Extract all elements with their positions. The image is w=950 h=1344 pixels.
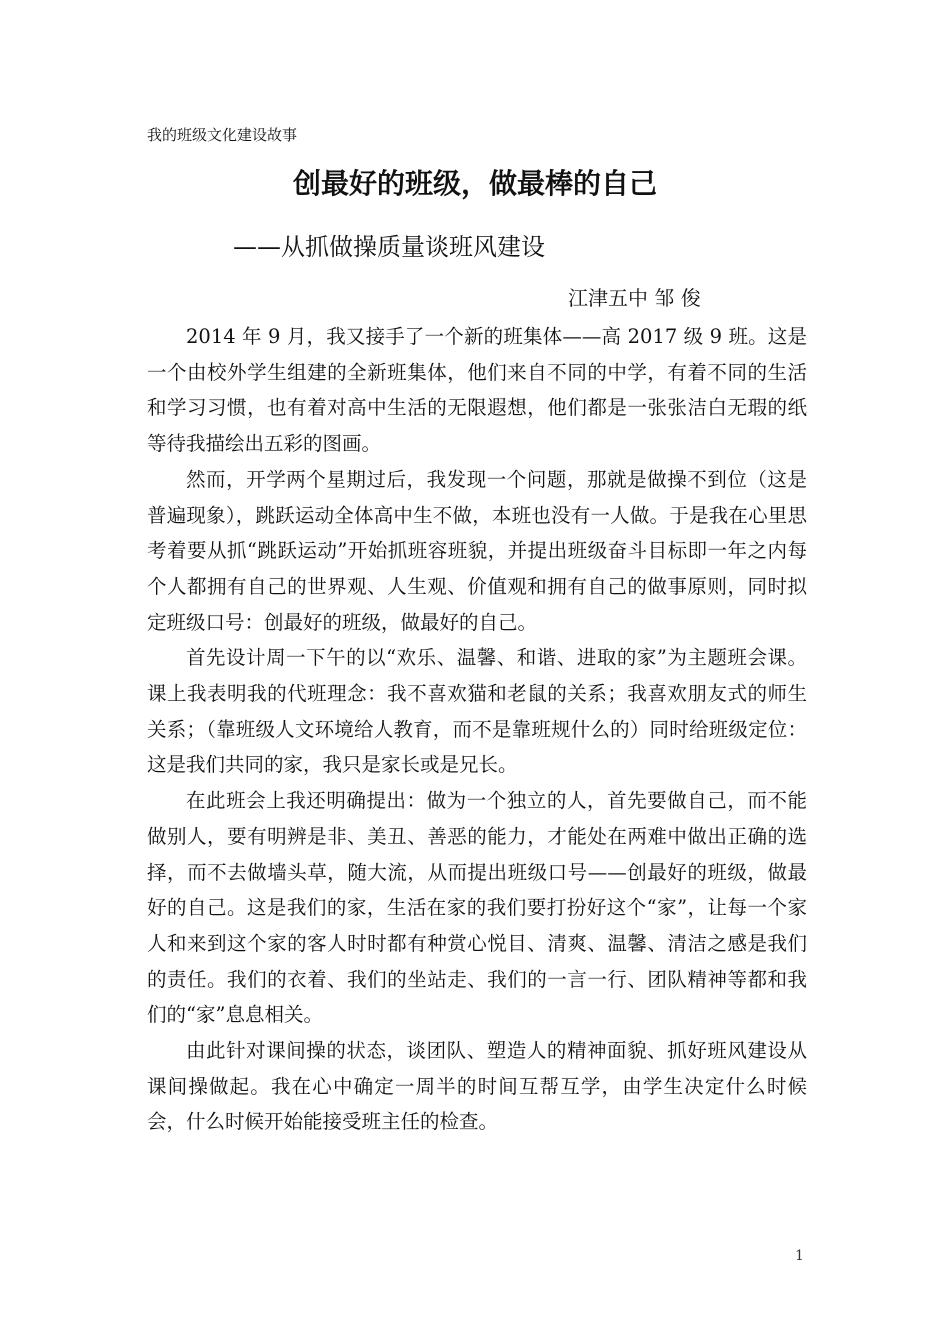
header-label: 我的班级文化建设故事 <box>147 126 298 144</box>
paragraph: 然而，开学两个星期过后，我发现一个问题，那就是做操不到位（这是普遍现象），跳跃运动全体高中生不做，本班也没有一人做。于是我在心里思考着要从抓“跳跃运动”开始抓班容班貌，并提出班级奋斗目标即一年之内每个人都拥有自己的世界观、人生观、价值观和拥有自己的做事原则，同时拟定班级口号：创最好的班级，做最好的自己。 <box>147 467 807 634</box>
paragraph: 2014 年 9 月，我又接手了一个新的班集体——高 2017 级 9 班。这是一个由校外学生组建的全新班集体，他们来自不同的中学，有着不同的生活和学习习惯，也有着对高中生活的无限遐想，他们都是一张张洁白无瑕的纸等待我描绘出五彩的图画。 <box>147 325 807 456</box>
paragraph: 在此班会上我还明确提出：做为一个独立的人，首先要做自己，而不能做别人，要有明辨是非、美丑、善恶的能力，才能处在两难中做出正确的选择，而不去做墙头草，随大流，从而提出班级口号——创最好的班级，做最好的自己。这是我们的家，生活在家的我们要打扮好这个“家”，让每一个家人和来到这个家的客人时时都有种赏心悦目、清爽、温馨、清洁之感是我们的责任。我们的衣着、我们的坐站走、我们的一言一行、团队精神等都和我们的“家”息息相关。 <box>147 789 807 1027</box>
paragraph: 首先设计周一下午的以“欢乐、温馨、和谐、进取的家”为主题班会课。课上我表明我的代班理念：我不喜欢猫和老鼠的关系；我喜欢朋友式的师生关系；（靠班级人文环境给人教育，而不是靠班规什么的）同时给班级定位：这是我们共同的家，我只是家长或是兄长。 <box>147 646 807 777</box>
page-number: 1 <box>795 1248 804 1264</box>
author-line: 江津五中 邹 俊 <box>568 286 701 310</box>
body-text <box>147 319 807 1140</box>
page-subtitle: ——从抓做操质量谈班风建设 <box>233 233 545 261</box>
page-title: 创最好的班级，做最棒的自己 <box>292 167 657 200</box>
paragraph: 由此针对课间操的状态，谈团队、塑造人的精神面貌、抓好班风建设从课间操做起。我在心中确定一周半的时间互帮互学，由学生决定什么时候会，什么时候开始能接受班主任的检查。 <box>147 1039 807 1134</box>
